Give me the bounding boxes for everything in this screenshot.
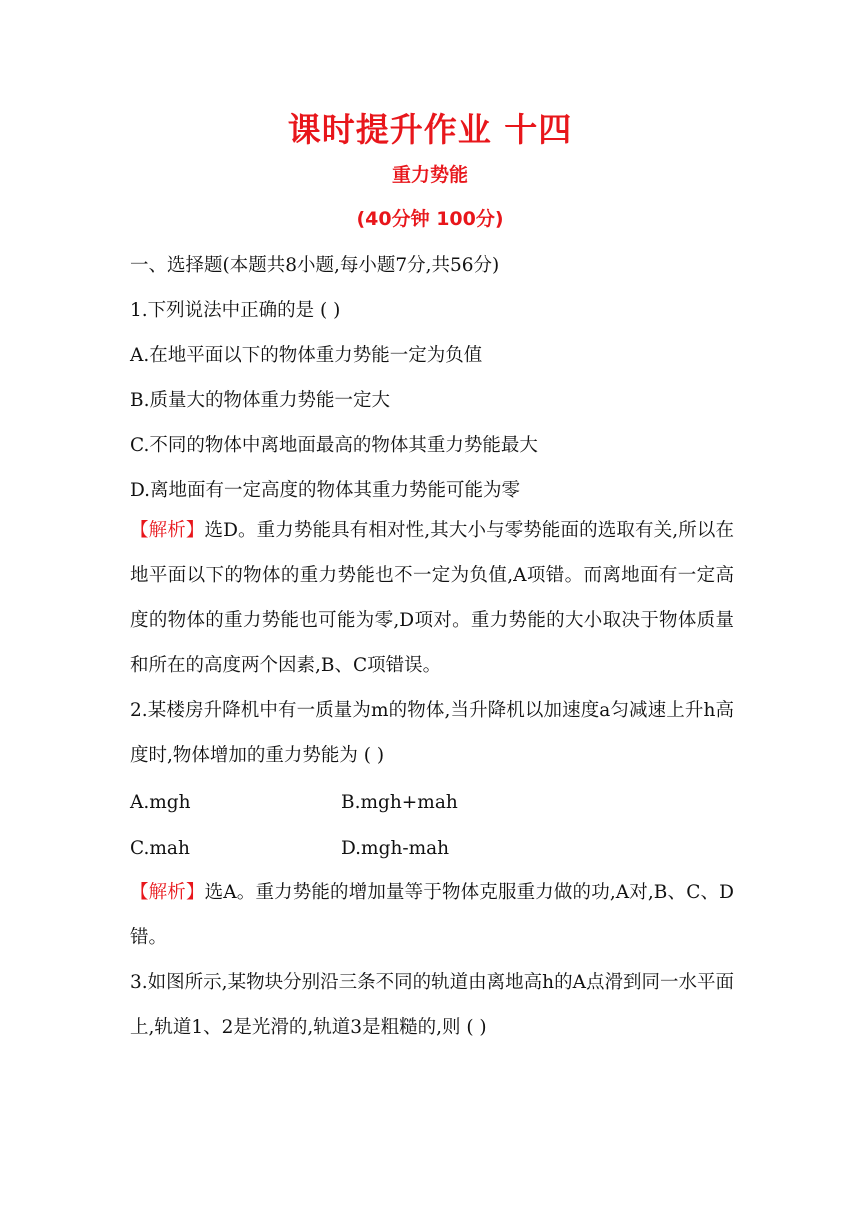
question-2-option-d: D.mgh-mah bbox=[341, 838, 450, 859]
time-score-info: (40分钟 100分) bbox=[356, 208, 504, 230]
question-1-stem: 1.下列说法中正确的是 ( ) bbox=[130, 300, 341, 321]
question-2-stem: 2.某楼房升降机中有一质量为m的物体,当升降机以加速度a匀减速上升h高度时,物体增加的重力势能为 ( ) bbox=[130, 700, 734, 766]
analysis-text: 选A。重力势能的增加量等于物体克服重力做的功,A对,B、C、D错。 bbox=[130, 882, 734, 948]
question-2-option-c: C.mah bbox=[130, 838, 190, 859]
question-3-stem: 3.如图所示,某物块分别沿三条不同的轨道由离地高h的A点滑到同一水平面上,轨道1、2是光滑的,轨道3是粗糙的,则 ( ) bbox=[130, 972, 734, 1038]
question-1-option-a: A.在地平面以下的物体重力势能一定为负值 bbox=[130, 345, 483, 366]
question-2-analysis bbox=[130, 870, 734, 960]
question-1-option-c: C.不同的物体中离地面最高的物体其重力势能最大 bbox=[130, 435, 538, 456]
question-1-option-d: D.离地面有一定高度的物体其重力势能可能为零 bbox=[130, 480, 521, 501]
section-heading: 一、选择题(本题共8小题,每小题7分,共56分) bbox=[130, 255, 500, 276]
page-title: 课时提升作业 十四 bbox=[287, 110, 573, 149]
question-1-analysis bbox=[130, 508, 734, 688]
analysis-tag: 【解析】 bbox=[130, 520, 205, 541]
page-subtitle: 重力势能 bbox=[391, 164, 468, 186]
question-2-option-b: B.mgh+mah bbox=[341, 792, 458, 813]
analysis-text: 选D。重力势能具有相对性,其大小与零势能面的选取有关,所以在地平面以下的物体的重力势能也不一定为负值,A项错。而离地面有一定高度的物体的重力势能也可能为零,D项对。重力势能的大小取决于物体质量和所在的高度两个因素,B、C项错误。 bbox=[130, 520, 734, 676]
question-1-option-b: B.质量大的物体重力势能一定大 bbox=[130, 390, 390, 411]
analysis-tag: 【解析】 bbox=[130, 882, 205, 903]
question-2-option-a: A.mgh bbox=[130, 792, 191, 813]
